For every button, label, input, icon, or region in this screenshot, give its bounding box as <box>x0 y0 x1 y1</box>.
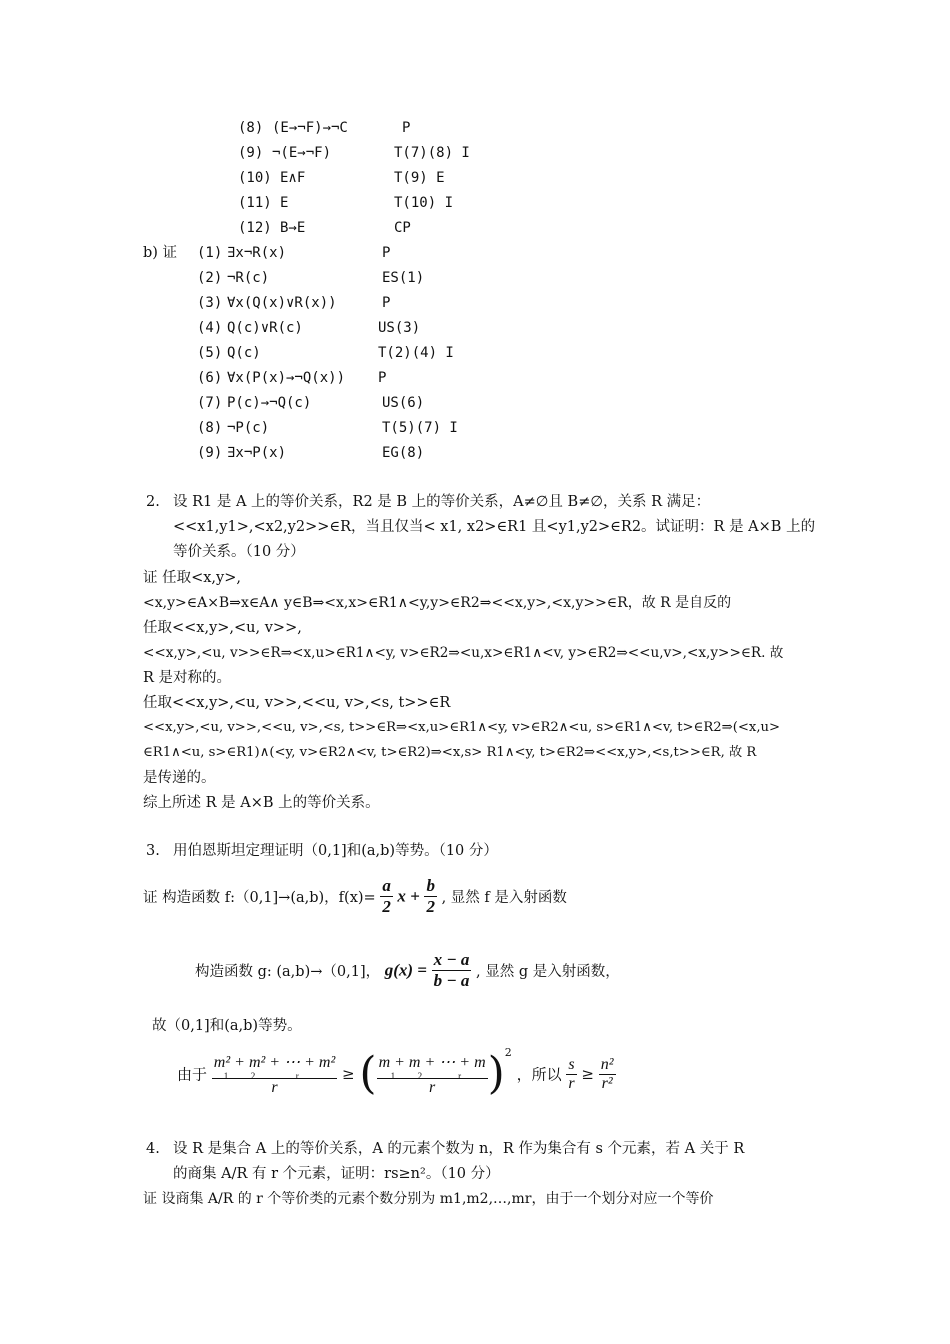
proof-line: R 是对称的。 <box>143 670 232 686</box>
proof-line: ∈R1∧<u, s>∈R1)∧(<y, v>∈R2∧<v, t>∈R2)⇒<x,s> R1∧<y, t>∈R2⇒<<x,y>,<s,t>>∈R, 故 R <box>143 745 757 760</box>
question-text: 设 R 是集合 A 上的等价关系，A 的元素个数为 n，R 作为集合有 s 个元素，若 A 关于 R <box>173 1141 745 1157</box>
inequality-line <box>177 1046 616 1097</box>
g-prefix: 构造函数 g: (a,b)→（0,1]， <box>195 964 381 980</box>
g-fraction: $\frac{x - a}{b - a}$ <box>433 950 470 990</box>
step-formula: ∀x(P(x)→¬Q(x)) <box>227 370 346 386</box>
g-suffix: , 显然 g 是入射函数， <box>476 964 620 980</box>
rhs-denominator: r <box>428 1078 436 1096</box>
part-b-label: b) 证 <box>143 245 178 261</box>
question-number: 3. <box>146 843 160 859</box>
step-number: (10) <box>238 170 272 186</box>
so-text: ，所以 <box>516 1065 562 1084</box>
step-justification: T(10) I <box>394 195 454 211</box>
left-paren: ( <box>359 1048 377 1099</box>
ineq-prefix: 由于 <box>177 1065 208 1084</box>
step-justification: T(7)(8) I <box>394 145 470 161</box>
proof-line: 证 设商集 A/R 的 r 个等价类的元素个数分别为 m1,m2,…,mr，由于一个划分对应一个等价 <box>143 1191 714 1207</box>
step-number: (1) <box>197 245 223 261</box>
f-fraction-b: $\frac{b}{2}$ <box>426 876 435 916</box>
step-formula: ∀x(Q(x)∨R(x)) <box>227 295 337 311</box>
question-text: 用伯恩斯坦定理证明（0,1]和(a,b)等势。（10 分） <box>173 843 498 859</box>
s-over-r: $\frac{s}{r}$ <box>568 1055 575 1092</box>
step-justification: T(9) E <box>394 170 445 186</box>
step-formula: ¬(E→¬F) <box>272 145 332 161</box>
question-text: 的商集 A/R 有 r 个元素，证明：rs≥n²。（10 分） <box>173 1166 500 1182</box>
f-x-term: x + <box>397 886 420 906</box>
step-number: (11) <box>238 195 272 211</box>
step-formula: P(c)→¬Q(c) <box>227 395 312 411</box>
step-formula: E <box>280 195 289 211</box>
function-g-line <box>195 950 620 991</box>
step-number: (2) <box>197 270 223 286</box>
rhs-exponent: 2 <box>504 1046 512 1059</box>
step-number: (7) <box>197 395 223 411</box>
step-formula: Q(c)∨R(c) <box>227 320 303 336</box>
n2-over-r2: $\frac{\text{n²}}{\text{r²}}$ <box>600 1055 614 1092</box>
step-justification: ES(1) <box>382 270 425 286</box>
step-justification: US(3) <box>378 320 421 336</box>
question-number: 4. <box>146 1141 160 1157</box>
lhs-denominator: r <box>271 1078 278 1096</box>
proof-line: <x,y>∈A×B⇒x∈A∧ y∈B⇒<x,x>∈R1∧<y,y>∈R2⇒<<x,y>,<x,y>>∈R，故 R 是自反的 <box>143 595 732 611</box>
proof-line: 是传递的。 <box>143 770 216 786</box>
step-formula: Q(c) <box>227 345 261 361</box>
proof-line: 任取<<x,y>,<u, v>>,<<u, v>,<s, t>>∈R <box>143 695 451 711</box>
question-text: 等价关系。（10 分） <box>173 544 305 560</box>
step-justification: T(2)(4) I <box>378 345 454 361</box>
step-justification: US(6) <box>382 395 425 411</box>
step-number: (5) <box>197 345 223 361</box>
step-number: (4) <box>197 320 223 336</box>
lhs-numerator: m² + m² + ⋯ + m² 1 2 r <box>213 1053 336 1081</box>
proof-line: 任取<<x,y>,<u, v>>, <box>143 620 302 636</box>
step-number: (9) <box>238 145 264 161</box>
proof-line: <<x,y>,<u, v>>,<<u, v>,<s, t>>∈R⇒<x,u>∈R1∧<y, v>∈R2∧<u, s>∈R1∧<v, t>∈R2⇒(<x,u> <box>143 720 781 735</box>
rhs-fraction <box>377 1052 488 1097</box>
step-justification: P <box>382 295 391 311</box>
step-formula: ∃x¬R(x) <box>227 245 287 261</box>
step-justification: CP <box>394 220 411 236</box>
g-lhs: g(x) = <box>384 960 427 980</box>
step-justification: P <box>382 245 391 261</box>
step-formula: (E→¬F)→¬C <box>272 120 348 136</box>
rhs-numerator: m + m + ⋯ + m 1 2 r <box>378 1053 486 1081</box>
geq-symbol: ≥ <box>342 1065 355 1083</box>
step-formula: B→E <box>280 220 306 236</box>
step-number: (12) <box>238 220 272 236</box>
step-justification: EG(8) <box>382 445 425 461</box>
question-text: 设 R1 是 A 上的等价关系，R2 是 B 上的等价关系，A≠∅且 B≠∅，关系 R 满足： <box>173 494 711 510</box>
question-number: 2. <box>146 494 160 510</box>
step-number: (8) <box>238 120 264 136</box>
right-paren: ) <box>487 1048 505 1099</box>
proof-line: <<x,y>,<u, v>>∈R⇒<x,u>∈R1∧<y, v>∈R2⇒<u,x>∈R1∧<v, y>∈R2⇒<<u,v>,<x,y>>∈R. 故 <box>143 645 784 661</box>
question-text: <<x1,y1>,<x2,y2>>∈R，当且仅当< x1, x2>∈R1 且<y1,y2>∈R2。试证明：R 是 A×B 上的 <box>173 519 816 535</box>
step-formula: E∧F <box>280 170 306 186</box>
step-number: (6) <box>197 370 223 386</box>
step-number: (8) <box>197 420 223 436</box>
step-justification: T(5)(7) I <box>382 420 458 436</box>
lhs-fraction <box>212 1052 337 1097</box>
function-f-line <box>143 876 567 917</box>
step-formula: ¬R(c) <box>227 270 270 286</box>
step-number: (3) <box>197 295 223 311</box>
f-prefix: 证 构造函数 f:（0,1]→(a,b)，f(x)= <box>143 890 376 906</box>
step-justification: P <box>378 370 387 386</box>
f-suffix: , 显然 f 是入射函数 <box>441 890 567 906</box>
geq-symbol-2: ≥ <box>581 1065 594 1083</box>
step-number: (9) <box>197 445 223 461</box>
proof-line: 证 任取<x,y>, <box>143 570 241 586</box>
proof-line: 综上所述 R 是 A×B 上的等价关系。 <box>143 795 380 811</box>
step-formula: ¬P(c) <box>227 420 270 436</box>
f-fraction-a: $\frac{a}{2}$ <box>382 876 391 916</box>
step-justification: P <box>402 120 411 136</box>
conclusion: 故（0,1]和(a,b)等势。 <box>152 1018 302 1034</box>
step-formula: ∃x¬P(x) <box>227 445 287 461</box>
